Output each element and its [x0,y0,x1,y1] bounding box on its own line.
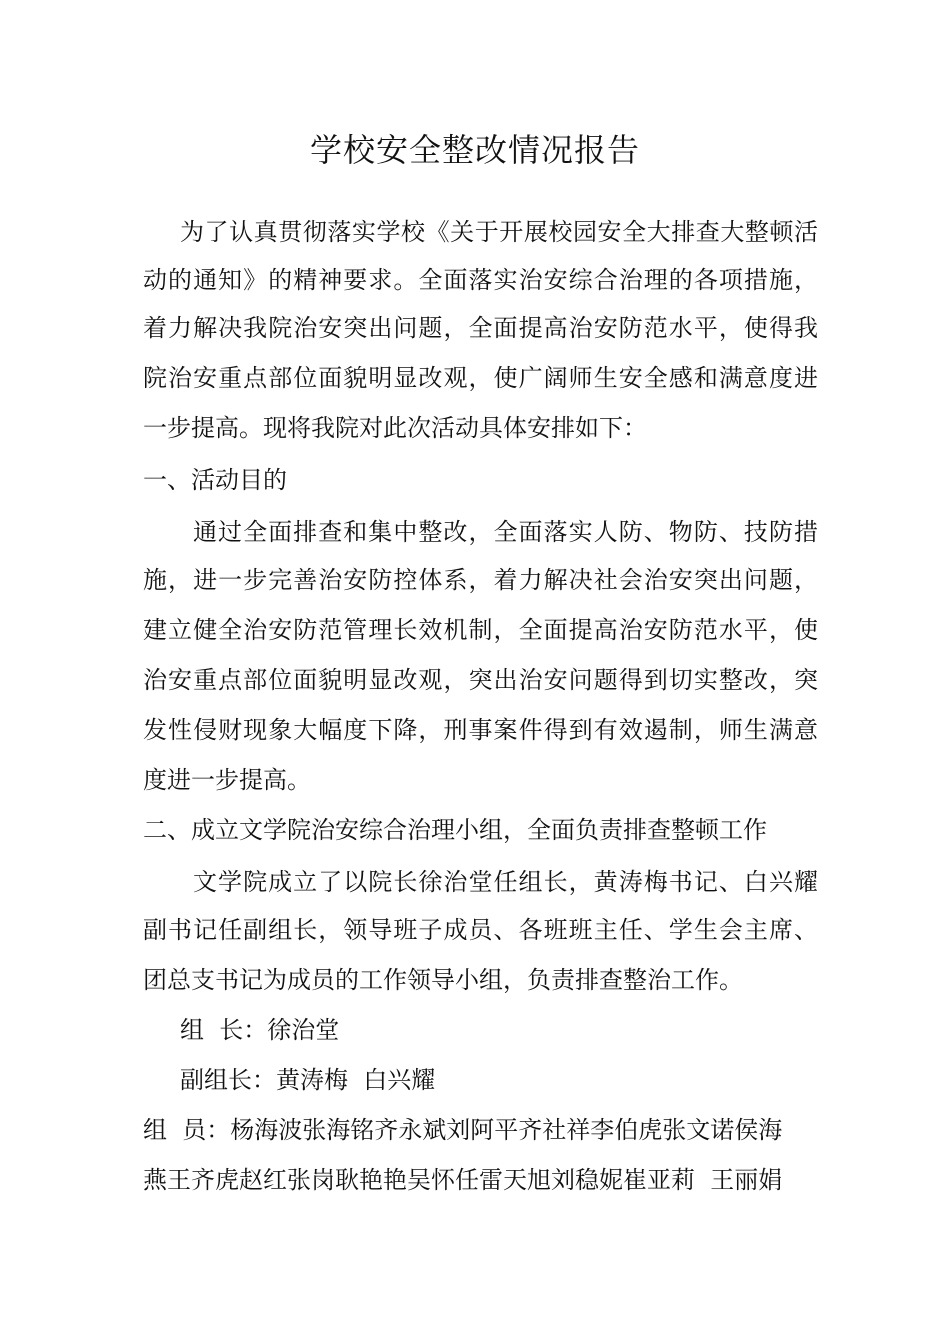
leader-line: 组 长：徐治堂 [180,1016,340,1044]
text-line: 着力解决我院治安突出问题，全面提高治安防范水平，使得我 [143,314,818,342]
deputy-leader-line: 副组长：黄涛梅 白兴耀 [180,1066,436,1094]
text-line: 度进一步提高。 [143,766,311,794]
section-heading-1: 一、活动目的 [143,466,287,494]
text-line: 团总支书记为成员的工作领导小组，负责排查整治工作。 [143,966,743,994]
page-title: 学校安全整改情况报告 [309,131,640,169]
text-line: 一步提高。现将我院对此次活动具体安排如下： [143,414,647,442]
text-line: 动的通知》的精神要求。全面落实治安综合治理的各项措施， [143,266,818,294]
text-line: 施，进一步完善治安防控体系，着力解决社会治安突出问题， [143,566,818,594]
members-line: 燕王齐虎赵红张岗耿艳艳吴怀任雷天旭刘稳妮崔亚莉 王丽娟 [143,1166,783,1194]
members-line: 组 员：杨海波张海铭齐永斌刘阿平齐社祥李伯虎张文诺侯海 [143,1116,783,1144]
text-line: 治安重点部位面貌明显改观，突出治安问题得到切实整改，突 [143,666,818,694]
text-line: 发性侵财现象大幅度下降，刑事案件得到有效遏制，师生满意 [143,716,818,744]
text-line: 为了认真贯彻落实学校《关于开展校园安全大排查大整顿活 [180,218,818,246]
text-line: 院治安重点部位面貌明显改观，使广阔师生安全感和满意度进 [143,364,818,392]
text-line: 文学院成立了以院长徐治堂任组长，黄涛梅书记、白兴耀 [193,868,818,896]
text-line: 建立健全治安防范管理长效机制，全面提高治安防范水平，使 [143,616,818,644]
text-line: 通过全面排查和集中整改，全面落实人防、物防、技防措 [193,518,818,546]
section-heading-2: 二、成立文学院治安综合治理小组，全面负责排查整顿工作 [143,816,767,844]
text-line: 副书记任副组长，领导班子成员、各班班主任、学生会主席、 [143,916,818,944]
